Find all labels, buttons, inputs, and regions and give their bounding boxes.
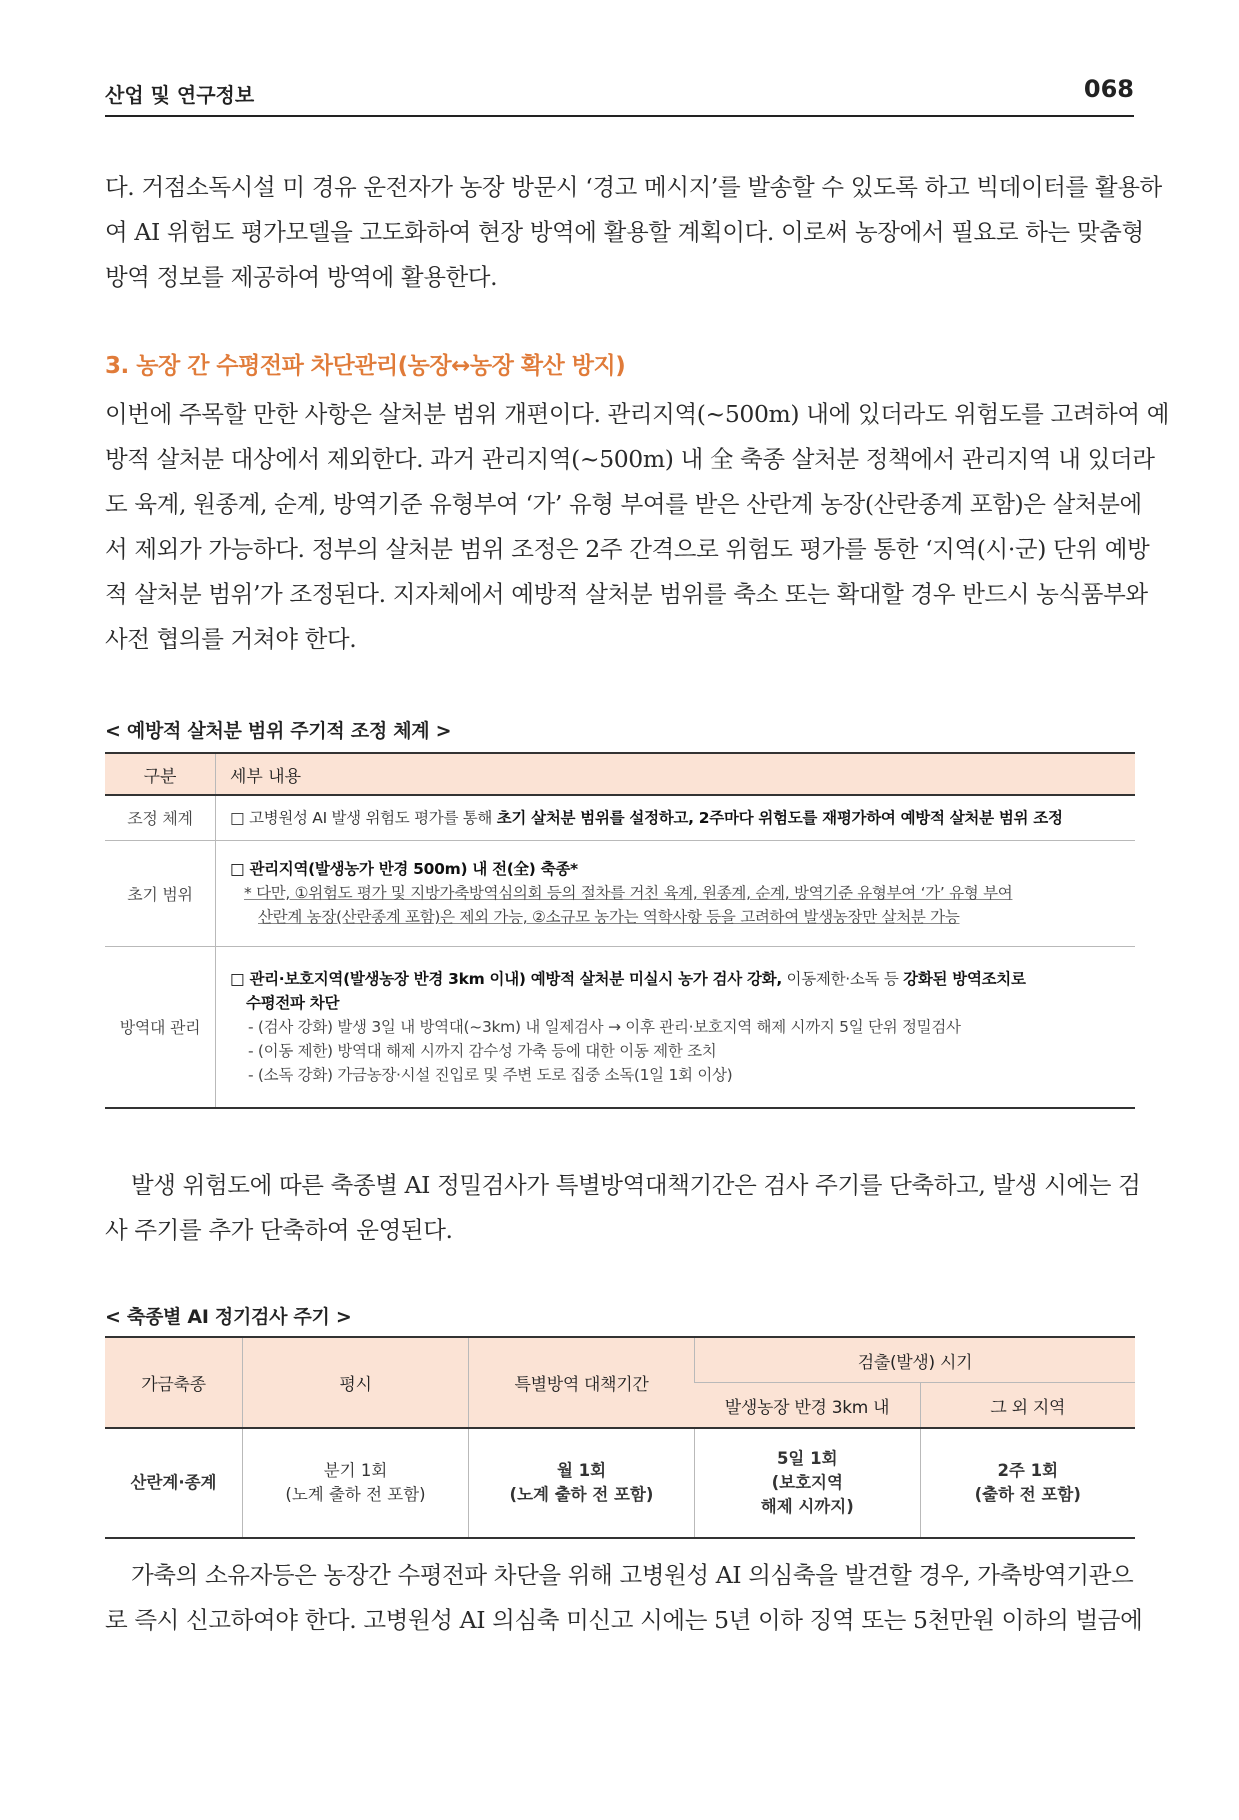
row-label: 방역대 관리 (119, 1018, 201, 1038)
text-line: 방적 살처분 대상에서 제외한다. 과거 관리지역(~500m) 내 全 축종 살처분 정책에서 관리지역 내 있더라 (105, 445, 1155, 473)
special-cell: 월 1회 (노계 출하 전 포함) (469, 1428, 695, 1538)
column-header: 그 외 지역 (920, 1383, 1135, 1429)
table-row (105, 840, 1135, 946)
column-header: 검출(발생) 시기 (695, 1337, 1136, 1383)
within-3km-cell: 5일 1회 (보호지역 해제 시까지) (695, 1428, 921, 1538)
footnote-line: 산란계 농장(산란종계 포함)은 제외 가능, ②소규모 농가는 역학사항 등을 고려하여 발생농장만 살처분 가능 (258, 908, 960, 926)
table2-caption: < 축종별 AI 정기검사 주기 > (105, 1306, 352, 1328)
row-content (216, 795, 1136, 840)
text-line: 서 제외가 가능하다. 정부의 살처분 범위 조정은 2주 간격으로 위험도 평가를 통한 ‘지역(시·군) 단위 예방 (105, 535, 1150, 563)
cell-text: □ 관리·보호지역(발생농장 반경 3km 이내) 예방적 살처분 미실시 농가 검사 강화, 이동제한·소독 등 강화된 방역조치로 (230, 969, 1026, 988)
page-header (105, 75, 1134, 115)
column-header: 평시 (243, 1337, 469, 1428)
text-line: 방역 정보를 제공하여 방역에 활용한다. (105, 263, 498, 291)
normal-cell: 분기 1회 (노계 출하 전 포함) (243, 1428, 469, 1538)
row-label: 조정 체계 (127, 809, 193, 829)
species-cell: 산란계·종계 (130, 1473, 217, 1492)
dash-item: - (이동 제한) 방역대 해제 시까지 감수성 가축 등에 대한 이동 제한 조치 (248, 1041, 717, 1060)
section-title: 산업 및 연구정보 (105, 83, 255, 107)
header-divider (105, 115, 1134, 117)
table-header-row (105, 753, 1135, 795)
column-header: 특별방역 대책기간 (469, 1337, 695, 1428)
text-line: 도 육계, 원종계, 순계, 방역기준 유형부여 ‘가’ 유형 부여를 받은 산란계 농장(산란종계 포함)은 살처분에 (105, 490, 1142, 518)
other-area-cell: 2주 1회 (출하 전 포함) (920, 1428, 1135, 1538)
cell-bold-text: □ 관리지역(발생농가 반경 500m) 내 전(全) 축종* (230, 860, 578, 878)
table-row (105, 1428, 1135, 1538)
text-line: 로 즉시 신고하여야 한다. 고병원성 AI 의심축 미신고 시에는 5년 이하 징역 또는 5천만원 이하의 벌금에 (105, 1606, 1143, 1634)
text-line: 적 살처분 범위’가 조정된다. 지자체에서 예방적 살처분 범위를 축소 또는 확대할 경우 반드시 농식품부와 (105, 580, 1148, 608)
section3-paragraph (105, 392, 1170, 662)
table-row (105, 795, 1135, 840)
column-header: 가금축종 (105, 1337, 243, 1428)
text-line: 이번에 주목할 만한 사항은 살처분 범위 개편이다. 관리지역(~500m) 내에 있더라도 위험도를 고려하여 예 (105, 400, 1170, 428)
culling-scope-table (105, 752, 1135, 1109)
page-number: 068 (1083, 75, 1134, 103)
table1-caption: < 예방적 살처분 범위 주기적 조정 체계 > (105, 720, 452, 742)
cell-bold-text: 수평전파 차단 (246, 993, 340, 1012)
cell-bold-text: 초기 살처분 범위를 설정하고, 2주마다 위험도를 재평가하여 예방적 살처분 범위 조정 (496, 808, 1063, 827)
intro-paragraph (105, 165, 1162, 300)
column-header: 구분 (105, 753, 216, 795)
dash-item: - (검사 강화) 발생 3일 내 방역대(~3km) 내 일제검사 → 이후 관리·보호지역 해제 시까지 5일 단위 정밀검사 (248, 1017, 961, 1036)
table-header-row (105, 1337, 1135, 1383)
text-line: 사 주기를 추가 단축하여 운영된다. (105, 1216, 453, 1244)
dash-item: - (소독 강화) 가금농장·시설 진입로 및 주변 도로 집중 소독(1일 1회 이상) (248, 1065, 733, 1084)
text-line: 여 AI 위험도 평가모델을 고도화하여 현장 방역에 활용할 계획이다. 이로써 농장에서 필요로 하는 맞춤형 (105, 218, 1144, 246)
column-header: 발생농장 반경 3km 내 (695, 1383, 921, 1429)
closing-paragraph (105, 1553, 1143, 1643)
text-line: 다. 거점소독시설 미 경유 운전자가 농장 방문시 ‘경고 메시지’를 발송할 수 있도록 하고 빅데이터를 활용하 (105, 173, 1162, 201)
cell-text: □ 고병원성 AI 발생 위험도 평가를 통해 (230, 808, 497, 827)
inspection-cycle-table (105, 1336, 1135, 1539)
row-content (216, 840, 1136, 946)
middle-paragraph (105, 1163, 1141, 1253)
text-line: 발생 위험도에 따른 축종별 AI 정밀검사가 특별방역대책기간은 검사 주기를 단축하고, 발생 시에는 검 (131, 1171, 1141, 1199)
text-line: 사전 협의를 거쳐야 한다. (105, 625, 357, 653)
table-row (105, 946, 1135, 1108)
text-line: 가축의 소유자등은 농장간 수평전파 차단을 위해 고병원성 AI 의심축을 발견할 경우, 가축방역기관으 (131, 1561, 1134, 1589)
footnote-line: * 다만, ①위험도 평가 및 지방가축방역심의회 등의 절차를 거친 육계, 원종계, 순계, 방역기준 유형부여 ‘가’ 유형 부여 (244, 884, 1013, 902)
section-heading: 3. 농장 간 수평전파 차단관리(농장↔농장 확산 방지) (105, 353, 626, 379)
column-header: 세부 내용 (216, 753, 1136, 795)
row-content (216, 946, 1136, 1108)
row-label: 초기 범위 (127, 884, 193, 904)
